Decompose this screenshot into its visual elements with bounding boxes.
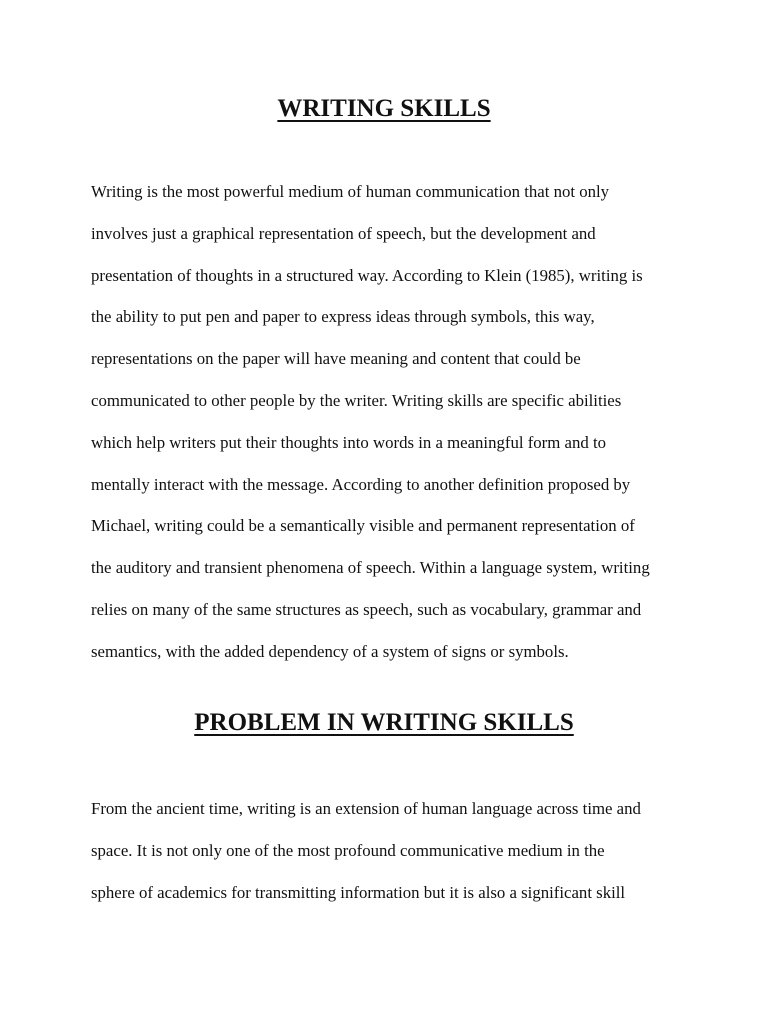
paragraph-line: relies on many of the same structures as speech, such as vocabulary, grammar and <box>91 599 642 619</box>
paragraph-line: semantics, with the added dependency of a system of signs or symbols. <box>91 641 569 661</box>
paragraph-line: Michael, writing could be a semantically visible and permanent representation of <box>91 516 635 536</box>
paragraph-line: which help writers put their thoughts into words in a meaningful form and to <box>91 432 606 452</box>
paragraph-line: communicated to other people by the writer. Writing skills are specific abilities <box>91 390 622 410</box>
paragraph-line: mentally interact with the message. According to another definition proposed by <box>91 474 631 494</box>
section-heading: PROBLEM IN WRITING SKILLS <box>194 709 574 736</box>
paragraph-line: sphere of academics for transmitting information but it is also a significant skill <box>91 882 626 902</box>
paragraph-line: representations on the paper will have meaning and content that could be <box>91 349 581 369</box>
paragraph-line: From the ancient time, writing is an extension of human language across time and <box>91 799 641 818</box>
paragraph-line: involves just a graphical representation of speech, but the development and <box>91 223 596 243</box>
intro-paragraph <box>91 182 691 684</box>
paragraph-line: presentation of thoughts in a structured way. According to Klein (1985), writing is <box>91 265 643 285</box>
paragraph-line: space. It is not only one of the most profound communicative medium in the <box>91 840 605 860</box>
problem-paragraph <box>91 799 691 924</box>
paragraph-line: Writing is the most powerful medium of human communication that not only <box>91 182 610 201</box>
page-title: WRITING SKILLS <box>277 95 491 122</box>
paragraph-line: the auditory and transient phenomena of speech. Within a language system, writing <box>91 558 650 578</box>
paragraph-line: the ability to put pen and paper to express ideas through symbols, this way, <box>91 307 595 327</box>
